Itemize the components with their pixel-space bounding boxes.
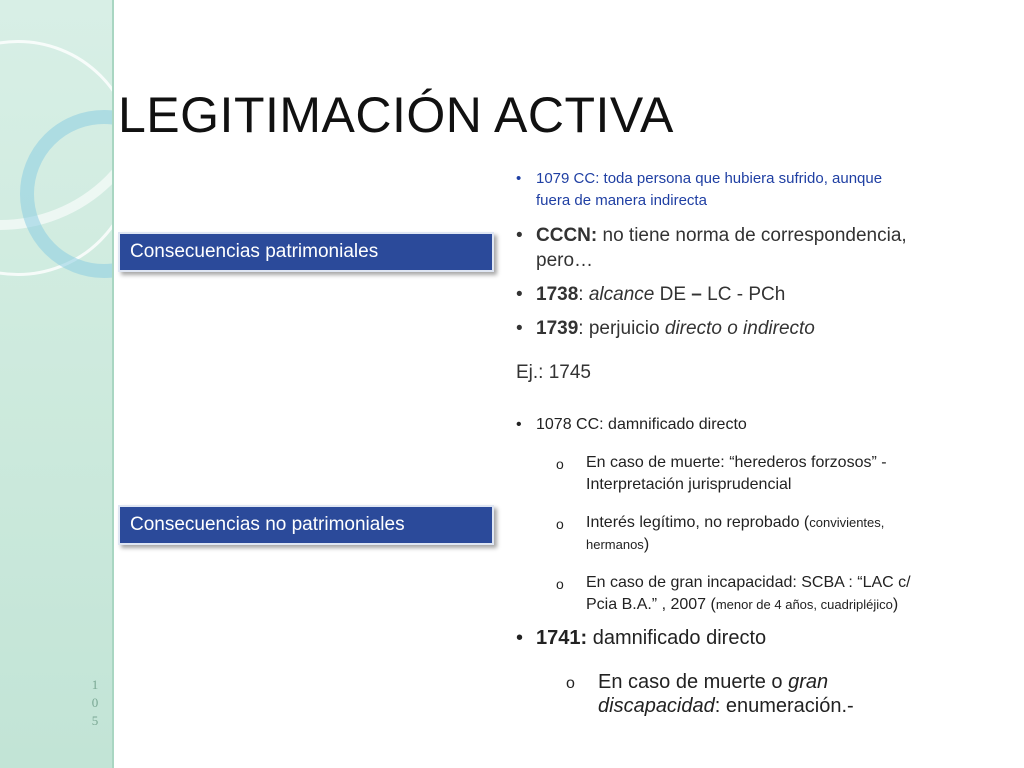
- sub-list-item: o En caso de gran incapacidad: SCBA : “LAC c/ Pcia B.A.” , 2007 (menor de 4 años, cuadripléjico): [556, 574, 911, 613]
- bullet-icon: •: [516, 170, 522, 187]
- list-item: • 1739: perjuicio directo o indirecto: [516, 318, 815, 339]
- bullet-icon: •: [516, 225, 523, 246]
- page-number: 1 0 5: [91, 677, 99, 728]
- bullet-icon: •: [516, 627, 524, 649]
- sub-list-item: o Interés legítimo, no reprobado (convivientes, hermanos): [556, 514, 885, 553]
- bullet-icon: •: [516, 416, 522, 433]
- list-item: • 1079 CC: toda persona que hubiera sufrido, aunque fuera de manera indirecta: [516, 170, 883, 209]
- slide-title: LEGITIMACIÓN ACTIVA: [118, 87, 674, 143]
- tag-consecuencias-patrimoniales: Consecuencias patrimoniales: [118, 232, 494, 272]
- sub-bullet-icon: o: [566, 675, 575, 692]
- list-item: • CCCN: no tiene norma de correspondencia, pero…: [516, 225, 907, 271]
- sub-bullet-icon: o: [556, 456, 564, 472]
- decorative-sidebar: [0, 0, 114, 768]
- example-text: Ej.: 1745: [516, 362, 591, 383]
- bullet-icon: •: [516, 318, 523, 339]
- sub-list-item: o En caso de muerte o gran discapacidad: enumeración.-: [566, 671, 854, 717]
- list-item: • 1078 CC: damnificado directo: [510, 414, 920, 436]
- tag-consecuencias-no-patrimoniales: Consecuencias no patrimoniales: [118, 505, 494, 545]
- bullet-icon: •: [516, 284, 523, 305]
- sub-list-item: o En caso de muerte: “herederos forzosos” - Interpretación jurisprudencial: [556, 454, 887, 493]
- sub-bullet-icon: o: [556, 576, 564, 592]
- list-item: • 1741: damnificado directo: [516, 627, 767, 649]
- no-patrimoniales-list: [510, 414, 920, 724]
- sub-bullet-icon: o: [556, 516, 564, 532]
- list-item: • 1738: alcance DE – LC - PCh: [516, 284, 786, 305]
- patrimoniales-list: [510, 168, 920, 404]
